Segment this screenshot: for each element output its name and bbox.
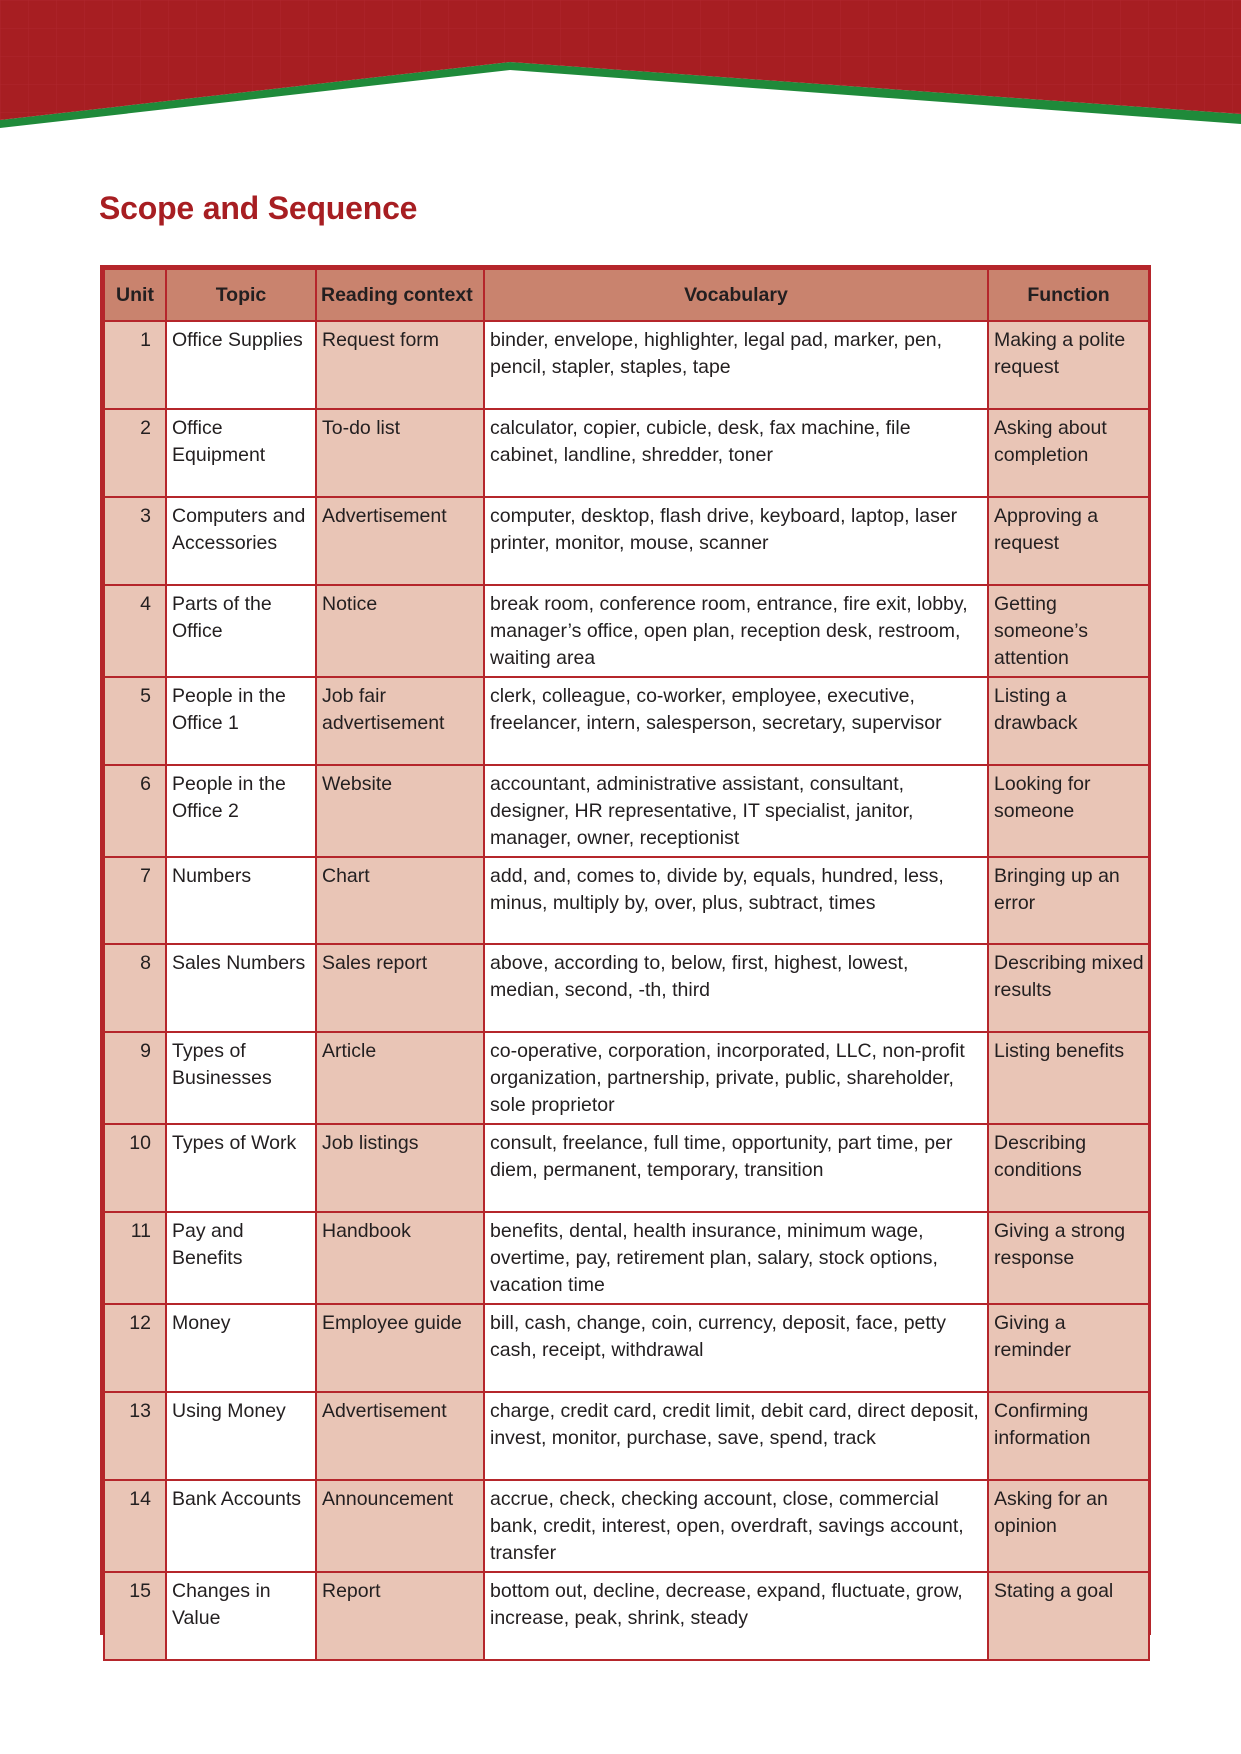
unit-cell: 15 — [104, 1572, 166, 1660]
reading-context-cell: Handbook — [316, 1212, 484, 1304]
vocabulary-cell: computer, desktop, flash drive, keyboard, laptop, laser printer, monitor, mouse, scanner — [484, 497, 988, 585]
topic-cell: Sales Numbers — [166, 944, 316, 1032]
reading-context-cell: Announcement — [316, 1480, 484, 1572]
header-function: Function — [988, 269, 1149, 321]
vocabulary-cell: binder, envelope, highlighter, legal pad, marker, pen, pencil, stapler, staples, tape — [484, 321, 988, 409]
reading-context-cell: Sales report — [316, 944, 484, 1032]
function-cell: Confirming information — [988, 1392, 1149, 1480]
unit-cell: 4 — [104, 585, 166, 677]
table-row — [104, 409, 1149, 497]
unit-cell: 6 — [104, 765, 166, 857]
topic-cell: Types of Work — [166, 1124, 316, 1212]
function-cell: Asking for an opinion — [988, 1480, 1149, 1572]
topic-cell: Computers and Accessories — [166, 497, 316, 585]
topic-cell: Bank Accounts — [166, 1480, 316, 1572]
topic-cell: Changes in Value — [166, 1572, 316, 1660]
unit-cell: 11 — [104, 1212, 166, 1304]
header-banner — [0, 0, 1241, 135]
unit-cell: 10 — [104, 1124, 166, 1212]
table-row — [104, 944, 1149, 1032]
vocabulary-cell: accrue, check, checking account, close, commercial bank, credit, interest, open, overdraft, savings account, transfer — [484, 1480, 988, 1572]
topic-cell: Office Supplies — [166, 321, 316, 409]
vocabulary-cell: above, according to, below, first, highest, lowest, median, second, -th, third — [484, 944, 988, 1032]
reading-context-cell: Chart — [316, 857, 484, 945]
reading-context-cell: Job listings — [316, 1124, 484, 1212]
reading-context-cell: Advertisement — [316, 497, 484, 585]
vocabulary-cell: consult, freelance, full time, opportunity, part time, per diem, permanent, temporary, transition — [484, 1124, 988, 1212]
unit-cell: 13 — [104, 1392, 166, 1480]
function-cell: Giving a reminder — [988, 1304, 1149, 1392]
topic-cell: Parts of the Office — [166, 585, 316, 677]
table-row — [104, 677, 1149, 765]
table-row — [104, 1032, 1149, 1124]
function-cell: Asking about completion — [988, 409, 1149, 497]
reading-context-cell: Job fair advertisement — [316, 677, 484, 765]
unit-cell: 14 — [104, 1480, 166, 1572]
header-row — [104, 269, 1149, 321]
vocabulary-cell: co-operative, corporation, incorporated, LLC, non-profit organization, partnership, private, public, shareholder, sole proprietor — [484, 1032, 988, 1124]
vocabulary-cell: break room, conference room, entrance, fire exit, lobby, manager’s office, open plan, reception desk, restroom, waiting area — [484, 585, 988, 677]
unit-cell: 9 — [104, 1032, 166, 1124]
vocabulary-cell: add, and, comes to, divide by, equals, hundred, less, minus, multiply by, over, plus, subtract, times — [484, 857, 988, 945]
topic-cell: Numbers — [166, 857, 316, 945]
reading-context-cell: Notice — [316, 585, 484, 677]
topic-cell: Money — [166, 1304, 316, 1392]
reading-context-cell: Website — [316, 765, 484, 857]
reading-context-cell: Advertisement — [316, 1392, 484, 1480]
function-cell: Describing conditions — [988, 1124, 1149, 1212]
reading-context-cell: Request form — [316, 321, 484, 409]
reading-context-cell: Article — [316, 1032, 484, 1124]
table-row — [104, 497, 1149, 585]
table-row — [104, 1304, 1149, 1392]
vocabulary-cell: bill, cash, change, coin, currency, deposit, face, petty cash, receipt, withdrawal — [484, 1304, 988, 1392]
vocabulary-cell: charge, credit card, credit limit, debit card, direct deposit, invest, monitor, purchase, save, spend, track — [484, 1392, 988, 1480]
function-cell: Approving a request — [988, 497, 1149, 585]
header-unit: Unit — [104, 269, 166, 321]
header-vocabulary: Vocabulary — [484, 269, 988, 321]
unit-cell: 8 — [104, 944, 166, 1032]
function-cell: Giving a strong response — [988, 1212, 1149, 1304]
reading-context-cell: To-do list — [316, 409, 484, 497]
topic-cell: People in the Office 1 — [166, 677, 316, 765]
page-title: Scope and Sequence — [99, 190, 418, 226]
vocabulary-cell: accountant, administrative assistant, consultant, designer, HR representative, IT specialist, janitor, manager, owner, receptionist — [484, 765, 988, 857]
function-cell: Stating a goal — [988, 1572, 1149, 1660]
unit-cell: 3 — [104, 497, 166, 585]
function-cell: Getting someone’s attention — [988, 585, 1149, 677]
table-row — [104, 1572, 1149, 1660]
table-row — [104, 321, 1149, 409]
function-cell: Making a polite request — [988, 321, 1149, 409]
function-cell: Listing benefits — [988, 1032, 1149, 1124]
table-row — [104, 1480, 1149, 1572]
table-row — [104, 1392, 1149, 1480]
vocabulary-cell: bottom out, decline, decrease, expand, fluctuate, grow, increase, peak, shrink, steady — [484, 1572, 988, 1660]
table-row — [104, 1124, 1149, 1212]
reading-context-cell: Employee guide — [316, 1304, 484, 1392]
unit-cell: 1 — [104, 321, 166, 409]
topic-cell: People in the Office 2 — [166, 765, 316, 857]
unit-cell: 12 — [104, 1304, 166, 1392]
topic-cell: Office Equipment — [166, 409, 316, 497]
topic-cell: Using Money — [166, 1392, 316, 1480]
topic-cell: Types of Businesses — [166, 1032, 316, 1124]
scope-sequence-table — [100, 265, 1151, 1635]
unit-cell: 5 — [104, 677, 166, 765]
vocabulary-cell: benefits, dental, health insurance, minimum wage, overtime, pay, retirement plan, salary, stock options, vacation time — [484, 1212, 988, 1304]
function-cell: Bringing up an error — [988, 857, 1149, 945]
unit-cell: 2 — [104, 409, 166, 497]
table-row — [104, 1212, 1149, 1304]
function-cell: Looking for someone — [988, 765, 1149, 857]
header-reading-context: Reading context — [316, 269, 484, 321]
unit-cell: 7 — [104, 857, 166, 945]
vocabulary-cell: calculator, copier, cubicle, desk, fax machine, file cabinet, landline, shredder, toner — [484, 409, 988, 497]
topic-cell: Pay and Benefits — [166, 1212, 316, 1304]
table-row — [104, 585, 1149, 677]
function-cell: Describing mixed results — [988, 944, 1149, 1032]
table-row — [104, 857, 1149, 945]
table-row — [104, 765, 1149, 857]
reading-context-cell: Report — [316, 1572, 484, 1660]
vocabulary-cell: clerk, colleague, co-worker, employee, executive, freelancer, intern, salesperson, secretary, supervisor — [484, 677, 988, 765]
header-topic: Topic — [166, 269, 316, 321]
function-cell: Listing a drawback — [988, 677, 1149, 765]
